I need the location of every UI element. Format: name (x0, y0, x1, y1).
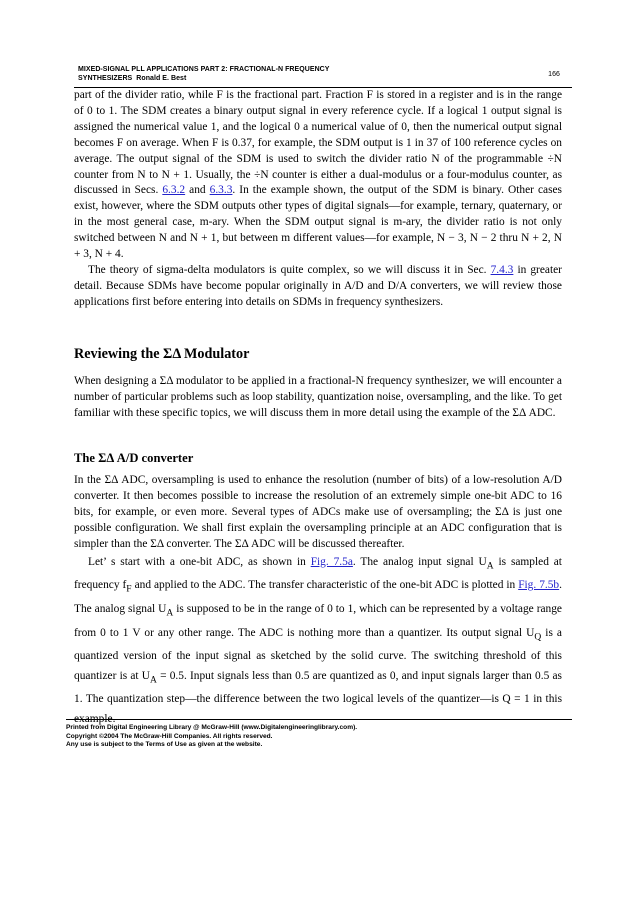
p5-text-c: is sampled at frequency f (74, 555, 562, 592)
footer-line-2: Copyright ©2004 The McGraw-Hill Companies. All rights reserved. (66, 732, 273, 740)
running-header (78, 65, 564, 83)
subsection-heading: The ΣΔ A/D converter (74, 451, 194, 465)
header-author: Ronald E. Best (136, 75, 187, 82)
section-heading: Reviewing the ΣΔ Modulator (74, 346, 250, 362)
p2-text-b: in greater detail. Because SDMs have become popular originally in A/D and D/A converters, we will review those applications first before entering into details on SDMs in frequency synthesizers. (74, 263, 562, 308)
p1-text-b: . In the example shown, the output of the SDM is binary. Other cases exist, however, where the SDM outputs other types of digital signals—for example, ternary, quaternary, or in the most general case, m-ary. When the SDM output signal is m-ary, the divider ratio is not only switched between N and N + 1, but between m different values—for example, N − 3, N − 2 thru N + 2, N + 3, N + 4. (74, 184, 562, 261)
footer-line-3: Any use is subject to the Terms of Use as given at the website. (66, 741, 263, 749)
footer-line-1: Printed from Digital Engineering Library @ McGraw-Hill (www.Digitalengineeringlibrary.com). (66, 724, 358, 731)
link-sec-7-4-3[interactable]: 7.4.3 (490, 263, 514, 276)
paragraph-3: When designing a ΣΔ modulator to be applied in a fractional-N frequency synthesizer, we will encounter a number of particular problems such as loop stability, quantization noise, oversampling, and the like. To get familiar with these specific topics, we will discuss them in more detail using the example of the ΣΔ ADC. (74, 375, 562, 419)
p1-text-a: part of the divider ratio, while F is the fractional part. Fraction F is stored in a register and is in the range of 0 to 1. The SDM creates a binary output signal in every reference cycle. If a logical 1 output signal is assigned the numerical value 1, and the logical 0 a numerical value of 0, then the numerical output signal becomes F on average. When F is 0.37, for example, the SDM output is 1 in 37 of 100 reference cycles on average. The output signal of the SDM is used to switch the divider ratio N of the programmable ÷N counter from N to N + 1. Usually, the ÷N counter is either a dual-modulus or a four-modulus counter, as discussed in Secs. (74, 89, 562, 197)
paragraph-2 (74, 263, 562, 311)
paragraph-block-3 (74, 473, 562, 729)
link-fig-7-5a[interactable]: Fig. 7.5a (310, 555, 353, 568)
p5-text-g: is a quantized version of the input signal as sketched by the solid curve. The switching threshold of this quantizer is at U (74, 626, 562, 682)
paragraph-block-2 (74, 374, 562, 422)
footer (66, 724, 566, 750)
header-title-line1: MIXED-SIGNAL PLL APPLICATIONS PART 2: FRACTIONAL-N FREQUENCY (78, 66, 330, 73)
p1-text-and: and (189, 184, 206, 197)
link-sec-6-3-2[interactable]: 6.3.2 (162, 184, 186, 197)
p5-text-f: is supposed to be in the range of 0 to 1, which can be represented by a voltage range from 0 to 1 V or any other range. The ADC is nothing more than a quantizer. Its output signal U (74, 602, 562, 639)
p5-subscript-q: Q (534, 631, 542, 642)
header-title-line2: SYNTHESIZERS (78, 75, 133, 82)
p5-text-b: . The analog input signal U (352, 555, 487, 568)
p5-subscript-a2: A (166, 608, 174, 619)
p5-text-a: Let’ s start with a one-bit ADC, as shown in (88, 555, 306, 568)
p5-text-d: and applied to the ADC. The transfer characteristic of the one-bit ADC is plotted in (134, 579, 516, 592)
p5-subscript-a3: A (150, 674, 157, 685)
p5-subscript-a: A (486, 560, 494, 571)
p2-text-a: The theory of sigma-delta modulators is quite complex, so we will discuss it in Sec. (88, 263, 487, 276)
paragraph-block-1 (74, 88, 562, 311)
footer-rule (66, 719, 572, 720)
paragraph-5 (74, 553, 562, 730)
link-fig-7-5b[interactable]: Fig. 7.5b (518, 579, 560, 592)
paragraph-1 (74, 88, 562, 263)
page-number: 166 (548, 71, 560, 78)
link-sec-6-3-3[interactable]: 6.3.3 (209, 184, 233, 197)
paragraph-4: In the ΣΔ ADC, oversampling is used to enhance the resolution (number of bits) of a low-resolution A/D converter. It then becomes possible to increase the resolution of an extremely simple one-bit ADC to 16 bits, for example, or even more. Several types of ADCs make use of oversampling; the ΣΔ is just one possible configuration. We shall first explain the oversampling principle at an ADC configuration that is simpler than the ΣΔ converter. The ΣΔ ADC will be discussed thereafter. (74, 474, 562, 550)
p5-subscript-f: F (126, 584, 132, 595)
p5-text-h: = 0.5. Input signals less than 0.5 are quantized as 0, and input signals larger than 0.5 as 1. The quantization step—the difference between the two logical levels of the quantizer—is Q = 1 in this example. (74, 669, 562, 725)
p5-text-e: . The analog signal U (74, 579, 562, 615)
